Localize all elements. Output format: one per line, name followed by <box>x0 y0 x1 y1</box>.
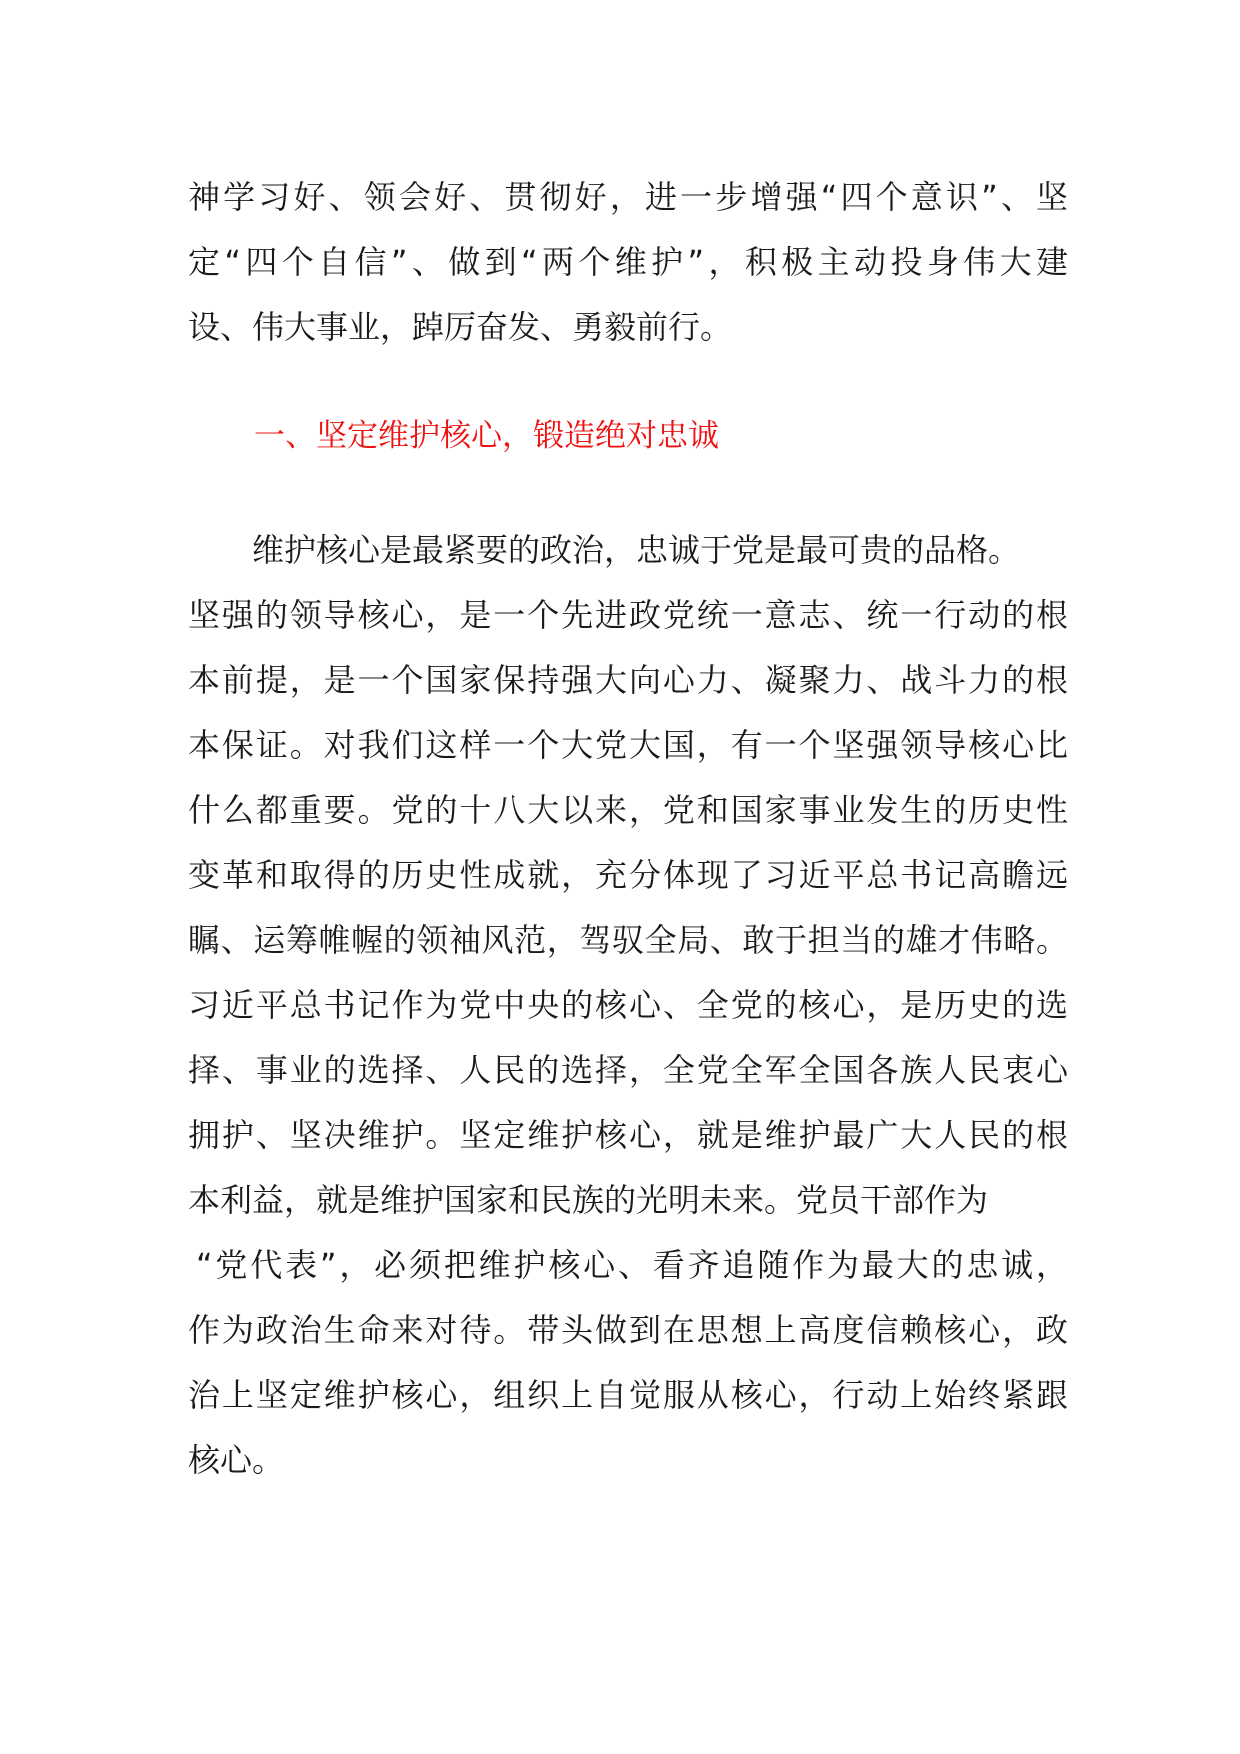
paragraph-line: 拥护、坚决维护。坚定维护核心，就是维护最广大人民的根 <box>188 1116 1068 1154</box>
paragraph-line: 什么都重要。党的十八大以来，党和国家事业发生的历史性 <box>188 791 1068 829</box>
paragraph-line: 神学习好、领会好、贯彻好，进一步增强“四个意识”、坚 <box>188 178 1068 216</box>
intro-paragraph <box>188 165 1068 360</box>
body-paragraph <box>188 518 1068 1493</box>
paragraph-line: 变革和取得的历史性成就，充分体现了习近平总书记高瞻远 <box>188 856 1068 894</box>
paragraph-line: 维护核心是最紧要的政治，忠诚于党是最可贵的品格。 <box>252 531 1021 569</box>
paragraph-line: 瞩、运筹帷幄的领袖风范，驾驭全局、敢于担当的雄才伟略。 <box>188 921 1068 959</box>
paragraph-line: 治上坚定维护核心，组织上自觉服从核心，行动上始终紧跟 <box>188 1376 1068 1414</box>
paragraph-line: 设、伟大事业，踔厉奋发、勇毅前行。 <box>188 308 733 346</box>
paragraph-line: 作为政治生命来对待。带头做到在思想上高度信赖核心，政 <box>188 1311 1068 1349</box>
paragraph-line: 核心。 <box>188 1441 285 1479</box>
paragraph-line: 定“四个自信”、做到“两个维护”，积极主动投身伟大建 <box>188 243 1068 281</box>
paragraph-line: 本利益，就是维护国家和民族的光明未来。党员干部作为 <box>188 1181 989 1219</box>
paragraph-line: 本保证。对我们这样一个大党大国，有一个坚强领导核心比 <box>188 726 1068 764</box>
paragraph-line: “党代表”，必须把维护核心、看齐追随作为最大的忠诚， <box>196 1246 1068 1284</box>
paragraph-line: 习近平总书记作为党中央的核心、全党的核心，是历史的选 <box>188 986 1068 1024</box>
paragraph-line: 本前提，是一个国家保持强大向心力、凝聚力、战斗力的根 <box>188 661 1068 699</box>
paragraph-line: 坚强的领导核心，是一个先进政党统一意志、统一行动的根 <box>188 596 1068 634</box>
paragraph-line: 择、事业的选择、人民的选择，全党全军全国各族人民衷心 <box>188 1051 1068 1089</box>
section-heading: 一、坚定维护核心，锻造绝对忠诚 <box>254 418 719 454</box>
